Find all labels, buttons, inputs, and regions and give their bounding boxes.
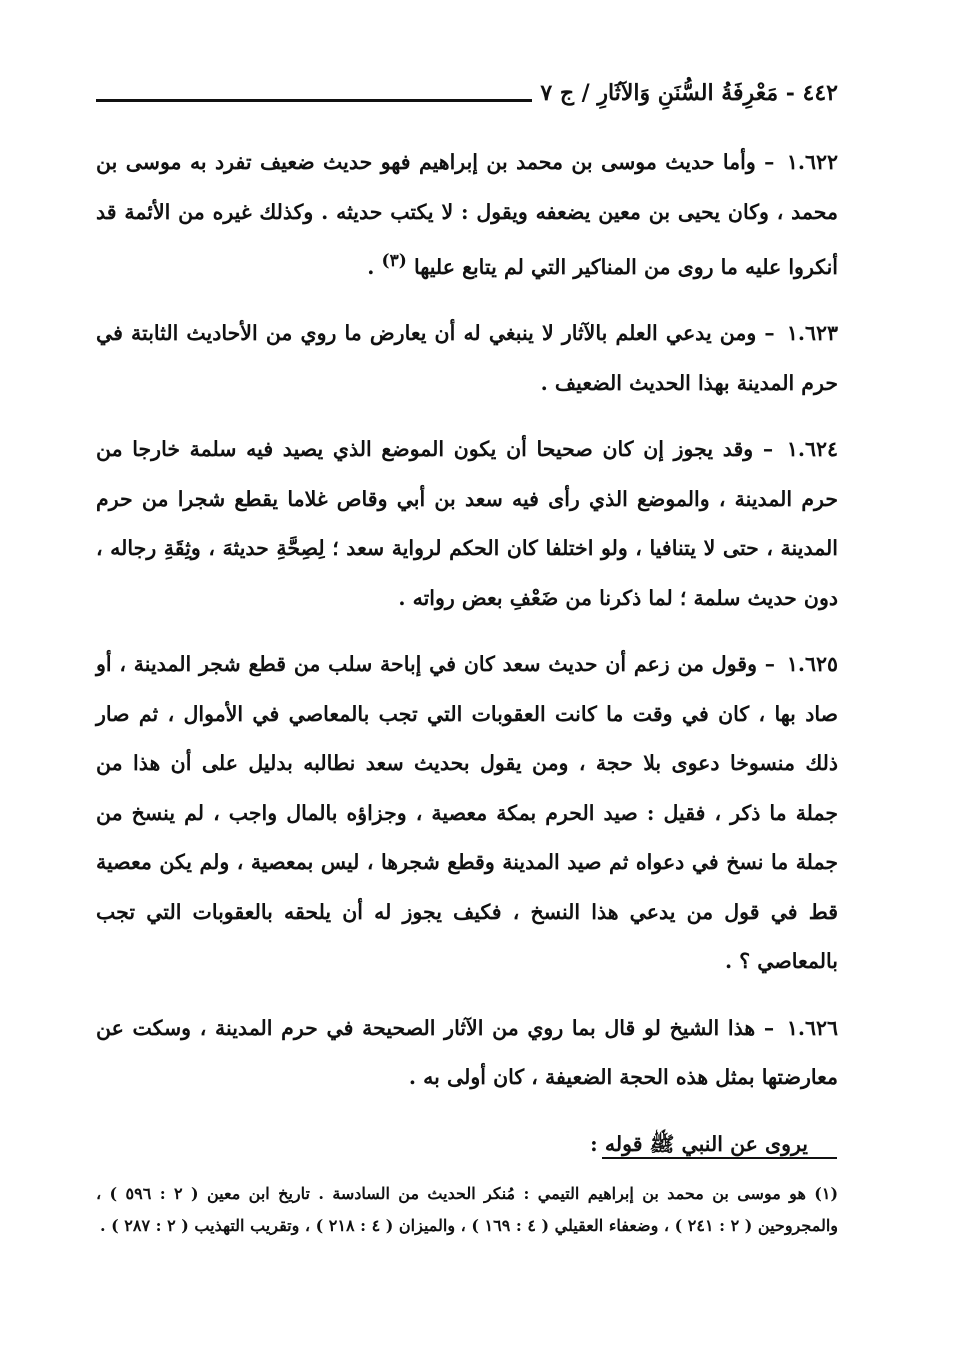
- main-text: [96, 138, 838, 1186]
- footnote-reference: (٣): [381, 251, 407, 271]
- paragraph-text: – هذا الشيخ لو قال بما روي من الآثار الصحيحة في حرم المدينة ، وسكت عن معارضتها بمثل هذه الحجة الضعيفة ، كان أولى به .: [96, 1015, 838, 1090]
- paragraph-1623: [96, 309, 838, 408]
- paragraph-text: – وقول من زعم أن حديث سعد كان في إباحة سلب من قطع شجر المدينة ، أو صاد بها ، كان في وقت ما كانت العقوبات التي تجب بالمعاصي في الأموال ، ثم صار ذلك منسوخا دعوى بلا حجة ، ومن يقول بحديث سعد نطالبه بدليل على أن هذا من جملة ما ذكر ، فقيل : صيد الحرم بمكة معصية ، وجزاؤه بالمال واجب ، لم ينسخ من جملة ما نسخ في دعواه ثم صيد المدينة وقطع شجرها ، ليس بمعصية ، ولم يكن معصية قط في قول من يدعي هذا النسخ ، فكيف يجوز له أن يلحقه بالعقوبات التي تجب بالمعاصي ؟ .: [96, 652, 838, 974]
- header-rule: [96, 99, 532, 102]
- paragraph-1625: [96, 640, 838, 987]
- paragraph-end: .: [367, 254, 382, 279]
- paragraph-text: – وأما حديث موسى بن محمد بن إبراهيم فهو حديث ضعيف تفرد به موسى بن محمد ، وكان يحيى بن معين يضعفه ويقول : لا يكتب حديثه . وكذلك غيره من الأئمة قد أنكروا عليه ما روى من المناكير التي لم يتابع عليها: [96, 150, 838, 279]
- paragraph-number: ١.٦٢٤: [786, 437, 839, 462]
- page-header: [96, 68, 838, 108]
- footnote: (١) هو موسى بن محمد بن إبراهيم التيمي : مُنكر الحديث من السادسة . تاريخ ابن معين ( ٢ : ٥٩٦ ) ، والمجروحين ( ٢ : ٢٤١ ) ، وضعفاء العقيلي ( ٤ : ١٦٩ ) ، والميزان ( ٤ : ٢١٨ ) ، وتقريب التهذيب ( ٢ : ٢٨٧ ) .: [96, 1184, 839, 1235]
- paragraph-1626: [96, 1004, 838, 1103]
- paragraph-1624: [96, 425, 838, 623]
- paragraph-number: ١.٦٢٣: [786, 321, 838, 346]
- paragraph-text: – ومن يدعي العلم بالآثار لا ينبغي له أن يعارض ما روي من الأحاديث الثابتة في حرم المدينة بهذا الحديث الضعيف .: [96, 321, 838, 395]
- page-header-title: ٤٤٢ - مَعْرِفَةُ السُّنَنِ وَالآثَارِ / ج ٧: [540, 80, 838, 106]
- paragraph-number: ١.٦٢٢: [786, 150, 838, 174]
- paragraph-number: ١.٦٢٦: [786, 1015, 839, 1040]
- paragraph-1622: [96, 138, 838, 292]
- footnote-separator: [602, 1157, 837, 1159]
- paragraph-number: ١.٦٢٥: [786, 652, 838, 677]
- paragraph-text: – وقد يجوز إن كان صحيحا أن يكون الموضع الذي يصيد فيه سلمة خارجا من حرم المدينة ، والموضع الذي رأى فيه سعد بن أبي وقاص غلاما يقطع شجرا من حرم المدينة ، حتى لا يتنافيا ، ولو اختلفا كان الحكم لرواية سعد ؛ لِصِحَّةِ حديثهَ ، وثِقَةِ رجاله ، دون حديث سلمة ؛ لما ذكرنا من ضَعْفِ بعض رواته .: [96, 437, 838, 610]
- intro-line: يروى عن النبي ﷺ قوله :: [590, 1131, 808, 1156]
